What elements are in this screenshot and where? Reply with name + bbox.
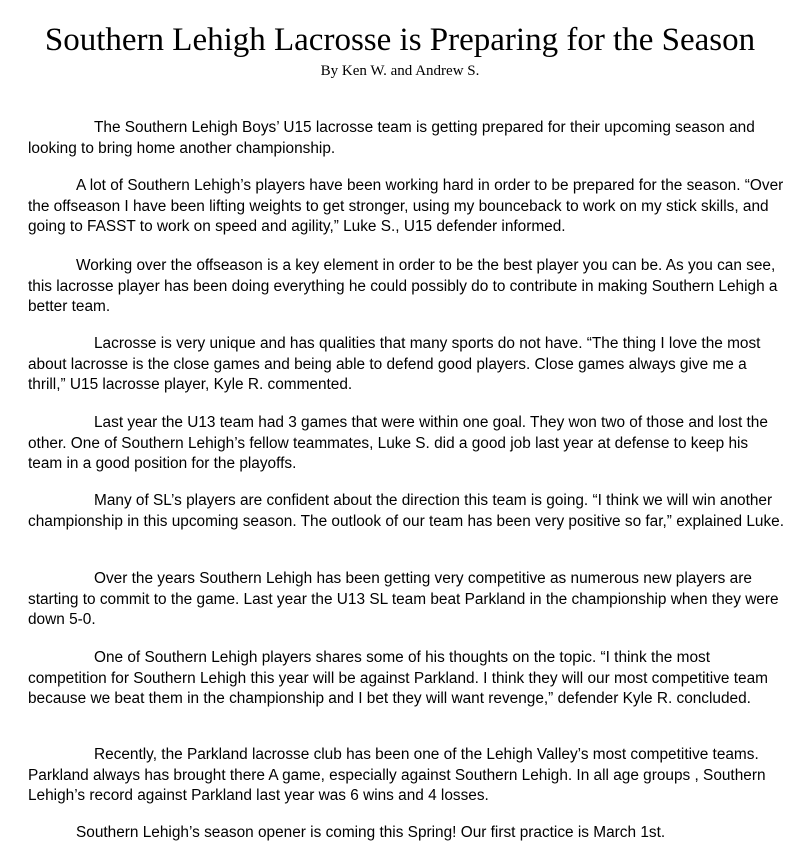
article-title: Southern Lehigh Lacrosse is Preparing for the Season bbox=[44, 22, 756, 58]
paragraph-1: The Southern Lehigh Boys’ U15 lacrosse team is getting prepared for their upcoming season and looking to bring home another championship. bbox=[28, 119, 755, 157]
article-byline: By Ken W. and Andrew S. bbox=[320, 63, 480, 79]
paragraph-3: Working over the offseason is a key element in order to be the best player you can be. As you can see, this lacrosse player has been doing everything he could possibly do to contribute in making Southern Lehigh a better team. bbox=[28, 257, 778, 315]
paragraph-10: Southern Lehigh’s season opener is coming this Spring! Our first practice is March 1st. bbox=[76, 824, 666, 841]
paragraph-8: One of Southern Lehigh players shares some of his thoughts on the topic. “I think the most competition for Southern Lehigh this year will be against Parkland. I think they will our most competitive team because we beat them in the championship and I bet they will want revenge,” defender Kyle R. concluded. bbox=[28, 649, 768, 707]
paragraph-5: Last year the U13 team had 3 games that were within one goal. They won two of those and lost the other. One of Southern Lehigh’s fellow teammates, Luke S. did a good job last year at defense to keep his team in a good position for the playoffs. bbox=[28, 414, 768, 472]
paragraph-4: Lacrosse is very unique and has qualities that many sports do not have. “The thing I love the most about lacrosse is the close games and being able to defend good players. Close games always give me a thrill,” U15 lacrosse player, Kyle R. commented. bbox=[28, 335, 761, 393]
paragraph-2: A lot of Southern Lehigh’s players have been working hard in order to be prepared for the season. “Over the offseason I have been lifting weights to get stronger, using my bounceback to work on my stick skills, and going to FASST to work on speed and agility,” Luke S., U15 defender informed. bbox=[28, 177, 784, 235]
paragraph-9: Recently, the Parkland lacrosse club has been one of the Lehigh Valley’s most competitive teams. Parkland always has brought there A game, especially against Southern Lehigh. In all age groups , Southern Lehigh’s record against Parkland last year was 6 wins and 4 losses. bbox=[28, 746, 766, 804]
paragraph-7: Over the years Southern Lehigh has been getting very competitive as numerous new players are starting to commit to the game. Last year the U13 SL team beat Parkland in the championship when they were down 5-0. bbox=[28, 570, 779, 628]
paragraph-6: Many of SL’s players are confident about the direction this team is going. “I think we will win another championship in this upcoming season. The outlook of our team has been very positive so far,” explained Luke. bbox=[28, 492, 785, 530]
